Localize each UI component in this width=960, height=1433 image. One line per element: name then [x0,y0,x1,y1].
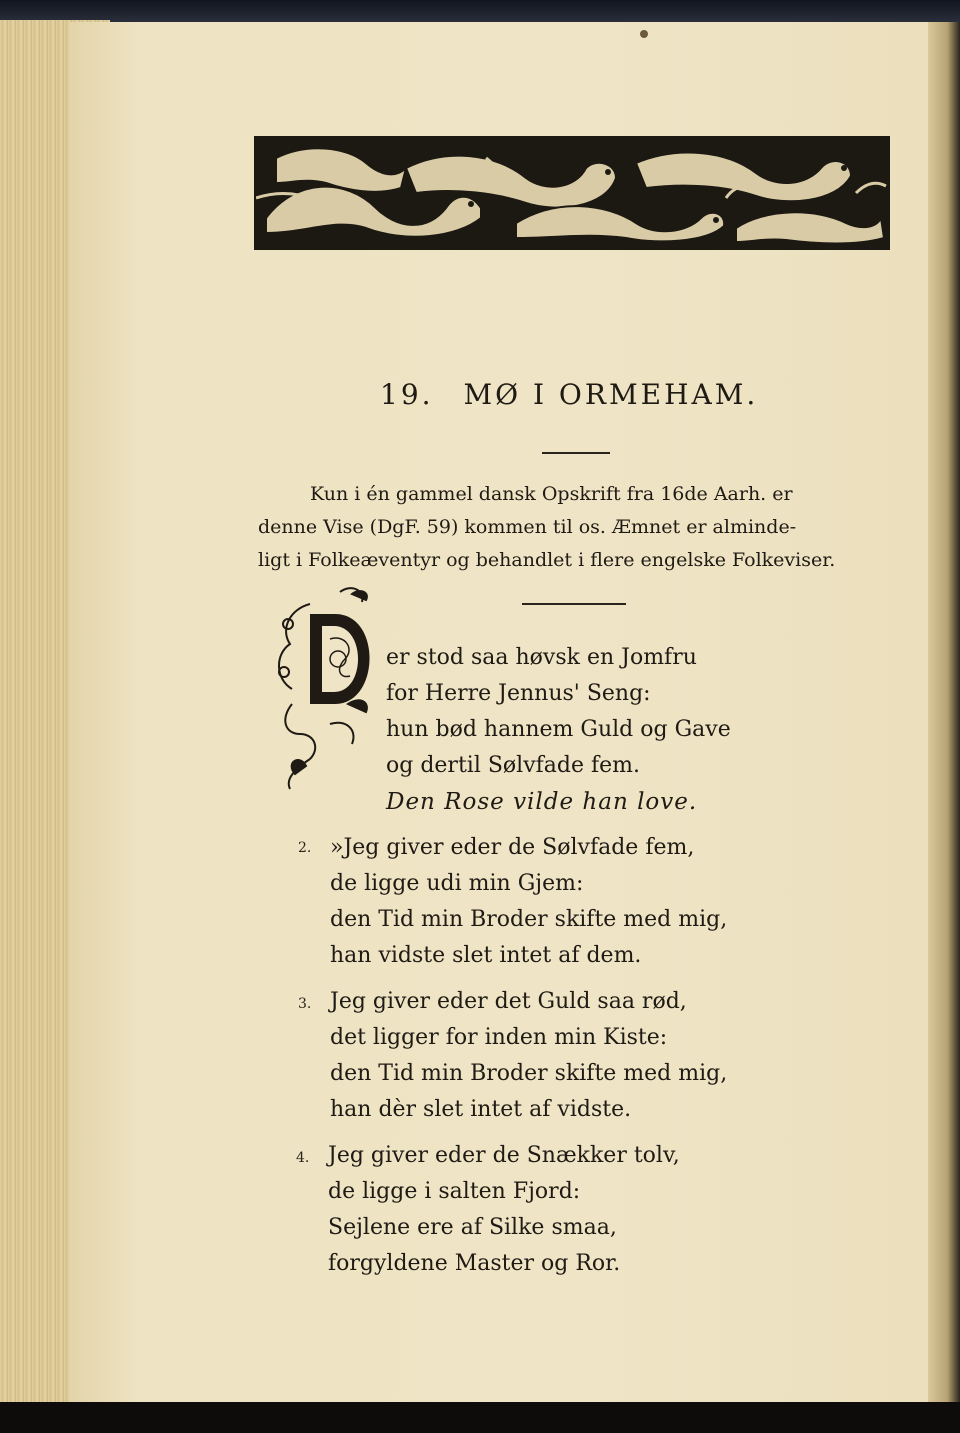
verse-line: Jeg giver eder de Snækker tolv, [328,1143,680,1168]
verse-line: de ligge i salten Fjord: [328,1179,581,1204]
verse-line: for Herre Jennus' Seng: [386,681,651,706]
serpent-frieze-illustration [256,138,888,248]
decorative-header-ornament [254,136,890,250]
stanza-number: 4. [296,1150,310,1166]
poem-title [380,378,800,411]
poem-title-text: MØ I ORMEHAM. [463,378,759,411]
top-edge [0,0,960,22]
stanza-3 [330,984,727,1128]
stanza-number: 3. [298,996,312,1012]
stanza-1 [386,640,731,820]
verse-line: er stod saa høvsk en Jomfru [386,645,697,670]
verse-line: og dertil Sølvfade fem. [386,753,640,778]
intro-paragraph [258,478,888,577]
refrain-line: Den Rose vilde han love. [386,789,698,815]
verse-line: den Tid min Broder skifte med mig, [330,907,728,932]
bottom-edge [0,1402,960,1433]
page-mark [640,30,648,38]
verse-line: han vidste slet intet af dem. [330,943,642,968]
verse-line: han dèr slet intet af vidste. [330,1097,632,1122]
drop-cap-ornament [270,584,388,794]
gutter-shadow [928,22,960,1402]
intro-line: ligt i Folkeæventyr og behandlet i flere engelske Folkeviser. [258,549,836,571]
poem-number: 19. [380,378,434,411]
stanza-number: 2. [298,840,312,856]
intro-divider [522,603,626,605]
verse-line: hun bød hannem Guld og Gave [386,717,731,742]
drop-cap-initial [270,584,388,794]
verse-line: de ligge udi min Gjem: [330,871,584,896]
verse-line: Jeg giver eder det Guld saa rød, [330,989,687,1014]
title-divider [542,452,610,454]
verse-line: »Jeg giver eder de Sølvfade fem, [330,835,695,860]
intro-line: denne Vise (DgF. 59) kommen til os. Æmnet er alminde- [258,516,797,538]
intro-line: Kun i én gammel dansk Opskrift fra 16de Aarh. er [310,483,793,505]
verse-line: forgyldene Master og Ror. [328,1251,621,1276]
verse-line: den Tid min Broder skifte med mig, [330,1061,728,1086]
verse-line: det ligger for inden min Kiste: [330,1025,668,1050]
stanza-2 [330,830,727,974]
stanza-4 [328,1138,680,1282]
verse-line: Sejlene ere af Silke smaa, [328,1215,617,1240]
